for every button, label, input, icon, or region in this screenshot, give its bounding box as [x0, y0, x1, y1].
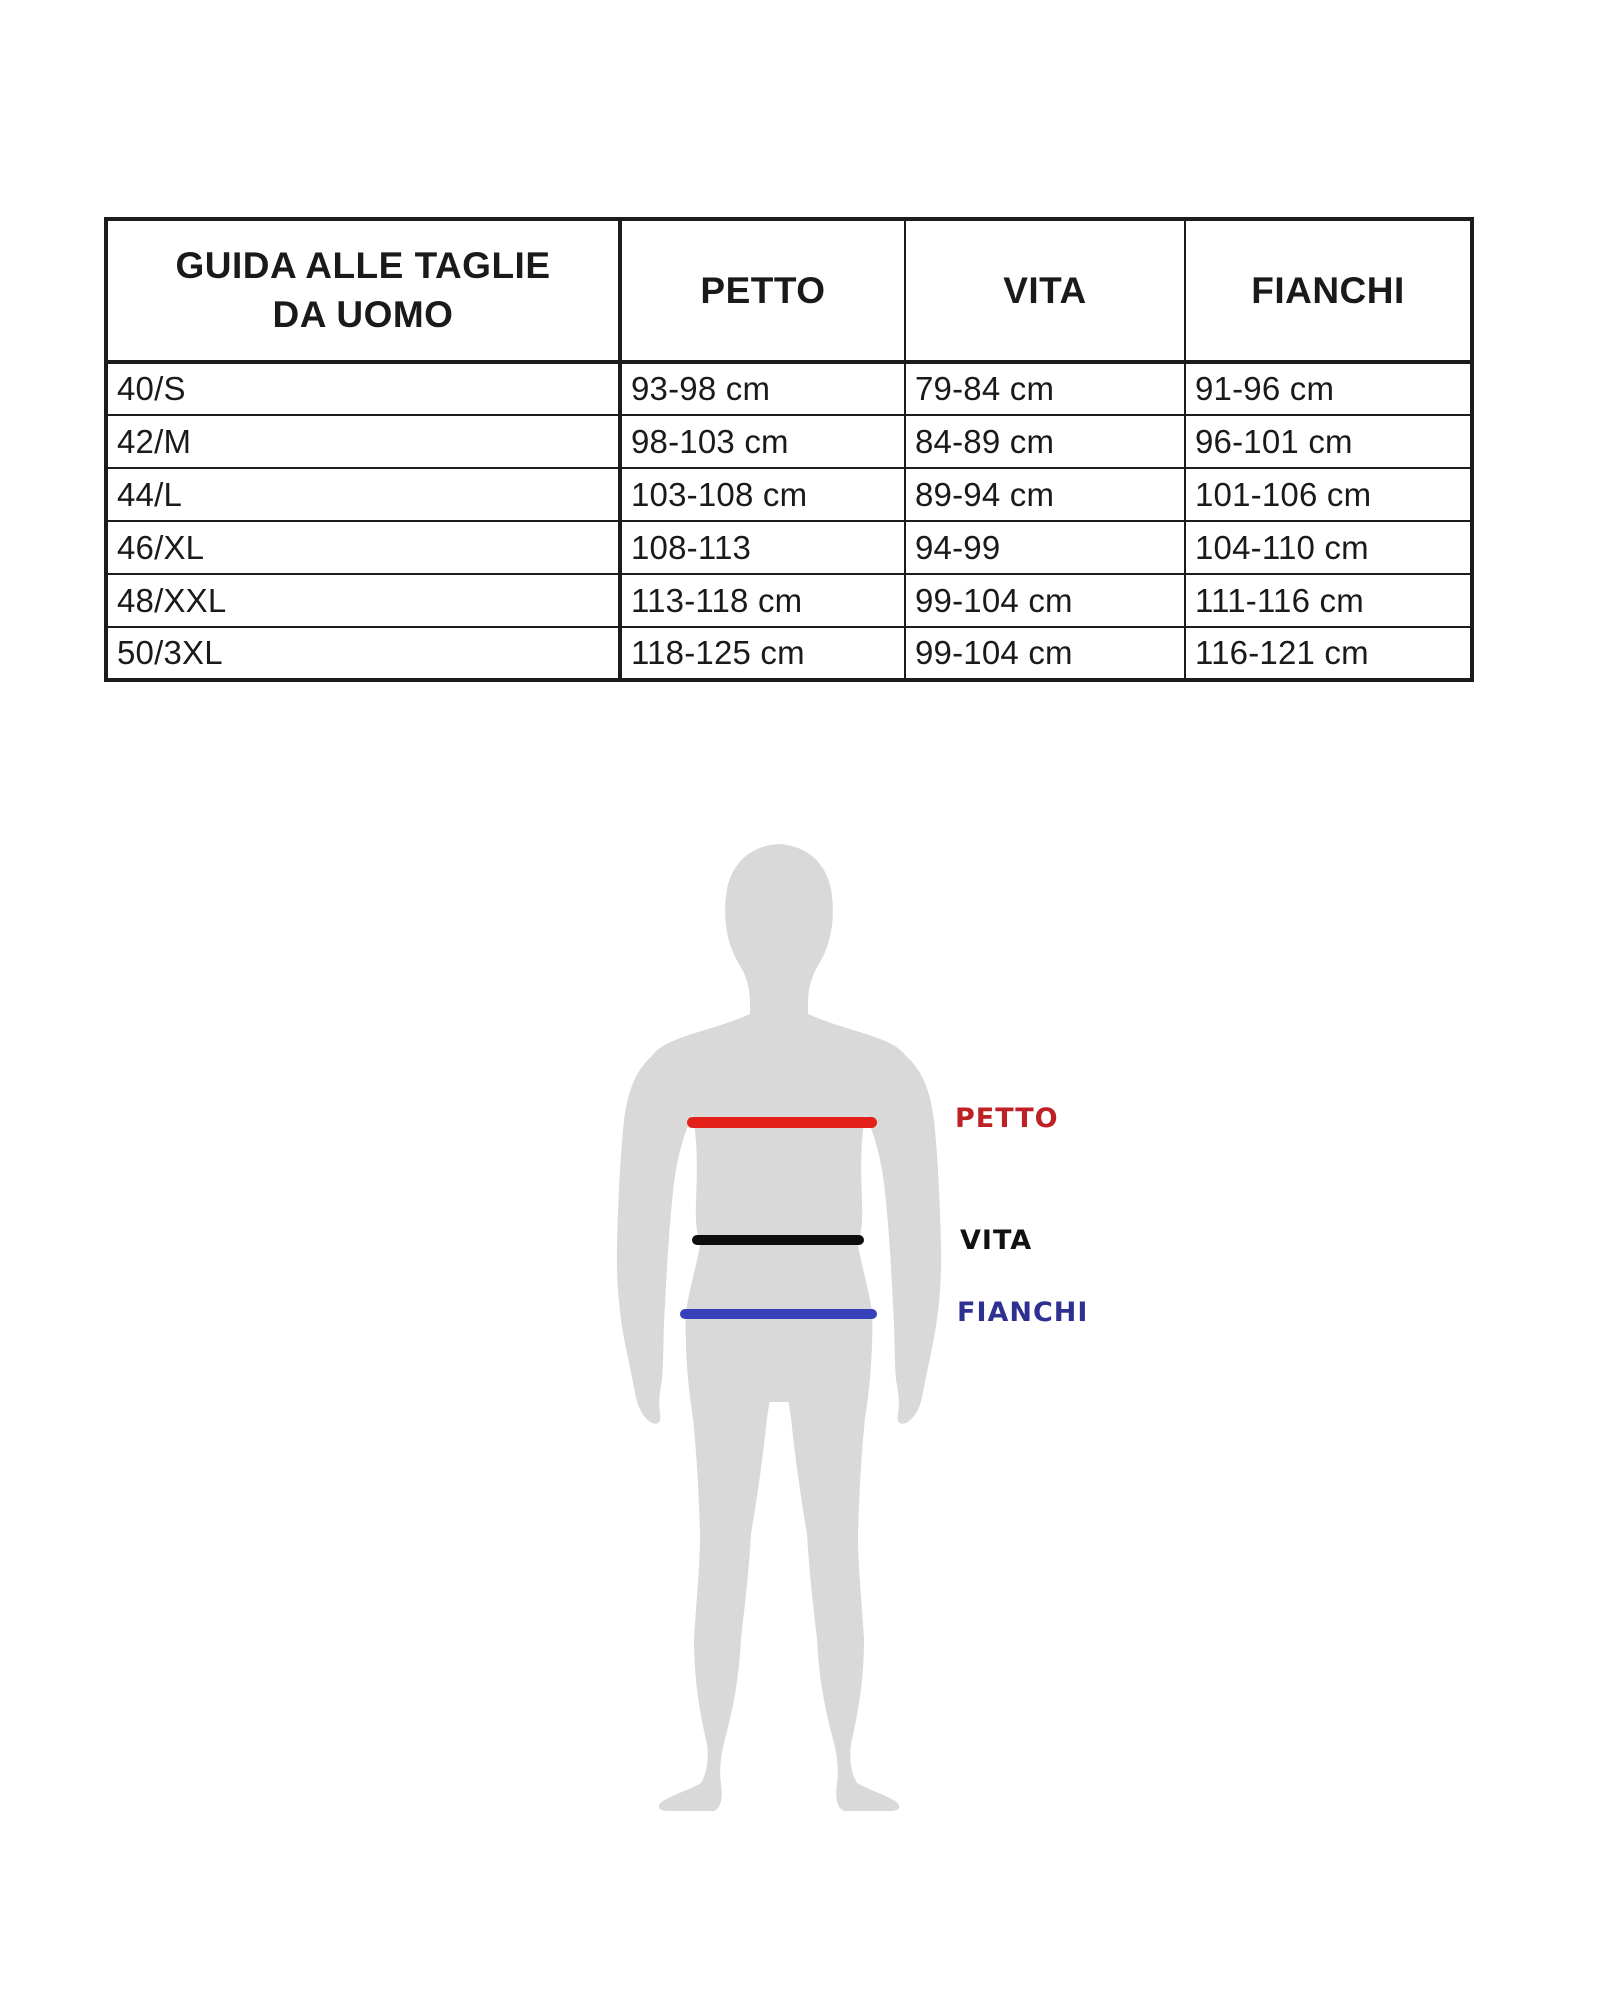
- cell-size: 48/XXL: [106, 574, 620, 627]
- table-header-row: [106, 219, 1472, 362]
- petto-measure-line: [687, 1117, 877, 1128]
- size-table: [104, 217, 1474, 682]
- table-header-size-guide: [106, 219, 620, 362]
- cell-petto: 98-103 cm: [620, 415, 905, 468]
- cell-vita: 99-104 cm: [905, 574, 1185, 627]
- fianchi-measure-line: [680, 1309, 877, 1319]
- cell-vita: 84-89 cm: [905, 415, 1185, 468]
- cell-vita: 94-99: [905, 521, 1185, 574]
- cell-petto: 118-125 cm: [620, 627, 905, 680]
- silhouette-head: [725, 844, 833, 1028]
- size-table-container: [104, 217, 1470, 682]
- table-row: [106, 521, 1472, 574]
- cell-vita: 79-84 cm: [905, 362, 1185, 415]
- size-guide-title-line1: GUIDA ALLE TAGLIE: [175, 244, 551, 286]
- table-row: [106, 574, 1472, 627]
- cell-size: 40/S: [106, 362, 620, 415]
- silhouette-left-leg: [659, 1308, 778, 1811]
- table-row: [106, 415, 1472, 468]
- table-row: [106, 468, 1472, 521]
- cell-petto: 93-98 cm: [620, 362, 905, 415]
- cell-fianchi: 116-121 cm: [1185, 627, 1472, 680]
- fianchi-label: FIANCHI: [957, 1297, 1089, 1328]
- cell-vita: 99-104 cm: [905, 627, 1185, 680]
- cell-size: 44/L: [106, 468, 620, 521]
- table-row: [106, 362, 1472, 415]
- vita-measure-line: [692, 1235, 864, 1245]
- vita-label: VITA: [960, 1225, 1033, 1256]
- table-row: [106, 627, 1472, 680]
- cell-petto: 113-118 cm: [620, 574, 905, 627]
- silhouette-right-leg: [780, 1308, 899, 1811]
- cell-fianchi: 91-96 cm: [1185, 362, 1472, 415]
- silhouette-right-arm: [864, 1050, 941, 1424]
- silhouette-torso: [644, 1014, 914, 1402]
- silhouette-left-arm: [617, 1050, 694, 1424]
- size-guide-title-line2: DA UOMO: [272, 293, 454, 335]
- cell-fianchi: 96-101 cm: [1185, 415, 1472, 468]
- cell-vita: 89-94 cm: [905, 468, 1185, 521]
- table-header-fianchi: FIANCHI: [1185, 219, 1472, 362]
- cell-petto: 103-108 cm: [620, 468, 905, 521]
- cell-fianchi: 111-116 cm: [1185, 574, 1472, 627]
- cell-fianchi: 104-110 cm: [1185, 521, 1472, 574]
- cell-size: 46/XL: [106, 521, 620, 574]
- table-header-vita: VITA: [905, 219, 1185, 362]
- cell-size: 50/3XL: [106, 627, 620, 680]
- table-header-petto: PETTO: [620, 219, 905, 362]
- petto-label: PETTO: [955, 1103, 1059, 1134]
- cell-size: 42/M: [106, 415, 620, 468]
- cell-fianchi: 101-106 cm: [1185, 468, 1472, 521]
- male-body-silhouette: [600, 840, 960, 1815]
- cell-petto: 108-113: [620, 521, 905, 574]
